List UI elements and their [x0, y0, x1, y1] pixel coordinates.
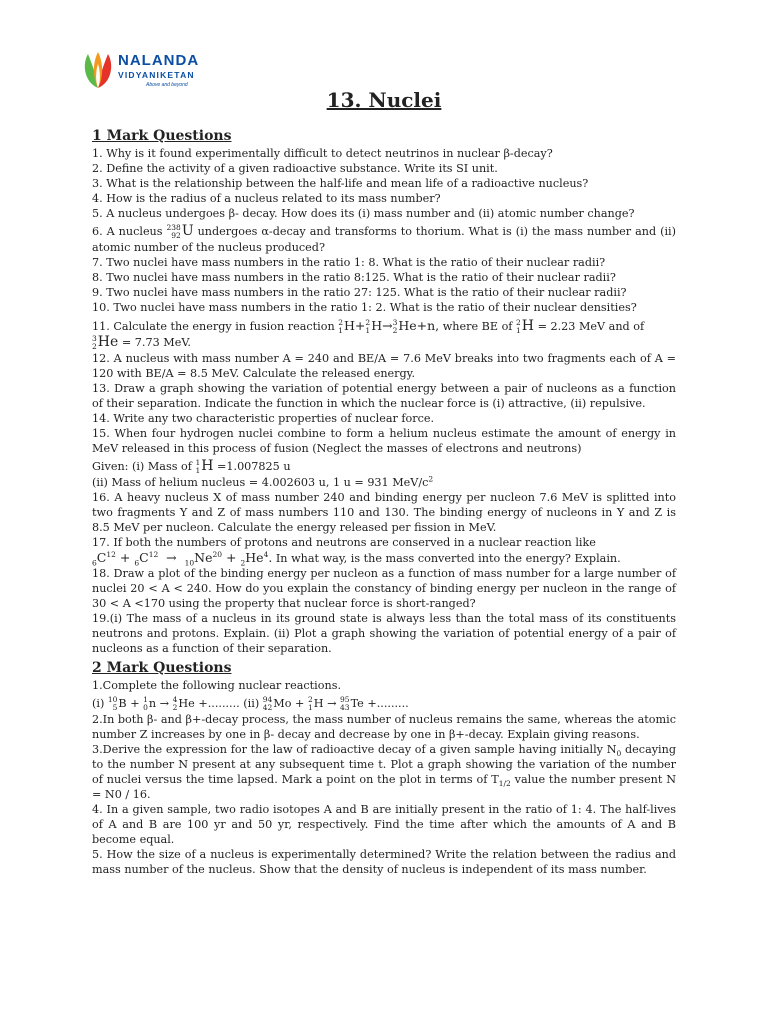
question-11: 11. Calculate the energy in fusion reaction 2 1 H+ 2 1 H→ 3 2 He+n, where BE of 2 1 H = 2.23 MeV and of 3 2 He = 7.73 MeV. [92, 317, 645, 351]
given-value: =1.007825 u [217, 460, 291, 473]
question-13: 13. Draw a graph showing the variation of potential energy between a pair of nucleons as a function of their separation. Indicate the function in which the nuclear force is (i) attractive, (ii) repulsive. [92, 382, 676, 410]
question-16: 16. A heavy nucleus X of mass number 240 and binding energy per nucleon 7.6 MeV is splitted into two fragments Y and Z of mass numbers 110 and 130. The binding energy of nucleons in Y and Z is 8.5 MeV per nucleon. Calculate the energy released per fission in MeV. [92, 491, 676, 534]
question-17-end: In what way, is the mass converted into the energy? Explain. [275, 552, 621, 565]
fusion-equation: 2 1 H+ 2 1 H→ 3 2 He+n, [338, 317, 440, 335]
question-17-text: 17. If both the numbers of protons and neutrons are conserved in a nuclear reaction like [92, 536, 596, 549]
given-label: Given: (i) Mass of [92, 460, 192, 473]
question-12: 12. A nucleus with mass number A = 240 and BE/A = 7.6 MeV breaks into two fragments each of A = 120 with BE/A = 8.5 MeV. Calculate the released energy. [92, 352, 676, 380]
question-18: 18. Draw a plot of the binding energy per nucleon as a function of mass number for a large number of nuclei 20 < A < 240. How do you explain the constancy of binding energy per nucleon in the range of 30 < A <170 using the property that nuclear force is short-ranged? [92, 567, 676, 610]
question-3-middle: decaying to the number N present at any subsequent time t. Plot a graph showing the variation of the number of nuclei versus the time lapsed. Mark a point on the plot in terms of T [92, 743, 676, 786]
reaction-ii-label: (ii) [243, 697, 260, 710]
question-14: 14. Write any two characteristic properties of nuclear force. [92, 412, 435, 425]
question-5: 5. A nucleus undergoes β- decay. How does its (i) mass number and (ii) atomic number change? [92, 207, 635, 220]
question-19: 19.(i) The mass of a nucleus in its ground state is always less than the total mass of its constituents neutrons and protons. Explain. (ii) Plot a graph showing the variation of potential energy of a pair of nucleons as a function of their separation. [92, 612, 676, 655]
question-6: 6. A nucleus 238 92 U undergoes α-decay and transforms to thorium. What is (i) the mass number and (ii) atomic number of the nucleus produced? [92, 223, 676, 254]
two-mark-question-5: 5. How the size of a nucleus is experimentally determined? Write the relation between the radius and mass number of the nucleus. Show that the density of nucleus is independent of its mass number. [92, 848, 676, 876]
reaction-i-label: (i) [92, 697, 105, 710]
logo-tagline: Above and beyond [146, 82, 188, 88]
question-4: 4. How is the radius of a nucleus related to its mass number? [92, 192, 441, 205]
two-mark-question-4: 4. In a given sample, two radio isotopes A and B are initially present in the ratio of 1: 4. The half-lives of A and B are 100 yr and 50 yr, respectively. Find the time after which the amounts of A and B become equal. [92, 803, 676, 846]
question-8: 8. Two nuclei have mass numbers in the ratio 8:125. What is the ratio of their nuclear radii? [92, 271, 616, 284]
logo-sub-text: VIDYANIKETAN [118, 70, 195, 80]
question-content [92, 126, 676, 877]
question-9: 9. Two nuclei have mass numbers in the ratio 27: 125. What is the ratio of their nuclear radii? [92, 286, 627, 299]
question-11-be-text: where BE of [442, 320, 513, 333]
question-6-end: undergoes α-decay and transforms to thorium. What is (i) the mass number and (ii) atomic number of the nucleus produced? [92, 225, 676, 254]
question-3-start: 3.Derive the expression for the law of radioactive decay of a given sample having initially N [92, 743, 617, 756]
carbon-reaction-equation: $_6C^{12} + _6C^{12} \to _{10}Ne^{20} + _2He^4$. [92, 549, 273, 568]
page-title: 13. Nuclei [326, 88, 442, 112]
question-6-start: 6. A nucleus [92, 225, 163, 238]
reaction-i-blank: +......... [198, 697, 240, 710]
question-11-value-2: = 7.73 MeV. [121, 336, 191, 349]
two-mark-question-1: 1.Complete the following nuclear reactions. [92, 679, 341, 692]
logo-brand-text: NALANDA [118, 52, 200, 69]
question-17 [92, 535, 676, 566]
section-heading-1-mark: 1 Mark Questions [92, 128, 232, 144]
school-logo [80, 48, 230, 92]
question-3-end: value the number present N = N0 / 16. [92, 773, 676, 801]
section-heading-2-mark: 2 Mark Questions [92, 660, 232, 676]
question-3: 3. What is the relationship between the half-life and mean life of a radioactive nucleus? [92, 177, 589, 190]
lotus-emblem-icon [80, 48, 116, 92]
two-mark-question-1-reactions: (i) 10 5 B + 1 0 n → 4 2 He +......... (ii) 94 42 Mo + 2 1 H → 95 43 Te +......... [92, 695, 409, 712]
two-mark-question-3: 3.Derive the expression for the law of radioactive decay of a given sample having initially $N_0$ decaying to the number N present at any subsequent time t. Plot a graph showing the variation of the number of nuclei versus the time lapsed. Mark a point on the plot in terms of $T_{1/2}$ value the number present N = N0 / 16. [92, 743, 676, 801]
question-2: 2. Define the activity of a given radioactive substance. Write its SI unit. [92, 162, 498, 175]
two-mark-question-2: 2.In both β- and β+-decay process, the mass number of nucleus remains the same, whereas the atomic number Z increases by one in β- decay and decrease by one in β+-decay. Explain giving reasons. [92, 713, 676, 741]
reaction-ii-blank: +......... [367, 697, 409, 710]
question-15-given-2: (ii) Mass of helium nucleus = 4.002603 u, 1 u = 931 MeV/$c^2$ [92, 474, 434, 489]
given-value-2: (ii) Mass of helium nucleus = 4.002603 u, 1 u = 931 MeV/c [92, 476, 429, 489]
question-15-given: Given: (i) Mass of 1 1 H =1.007825 u [92, 458, 291, 475]
question-1: 1. Why is it found experimentally difficult to detect neutrinos in nuclear β-decay? [92, 147, 553, 160]
question-11-value: = 2.23 MeV and of [537, 320, 645, 333]
question-10: 10. Two nuclei have mass numbers in the ratio 1: 2. What is the ratio of their nuclear densities? [92, 301, 637, 314]
question-7: 7. Two nuclei have mass numbers in the ratio 1: 8. What is the ratio of their nuclear radii? [92, 256, 606, 269]
question-15: 15. When four hydrogen nuclei combine to form a helium nucleus estimate the amount of energy in MeV released in this process of fusion (Neglect the masses of electrons and neutrons) [92, 427, 676, 455]
question-11-text: 11. Calculate the energy in fusion reaction [92, 320, 335, 333]
